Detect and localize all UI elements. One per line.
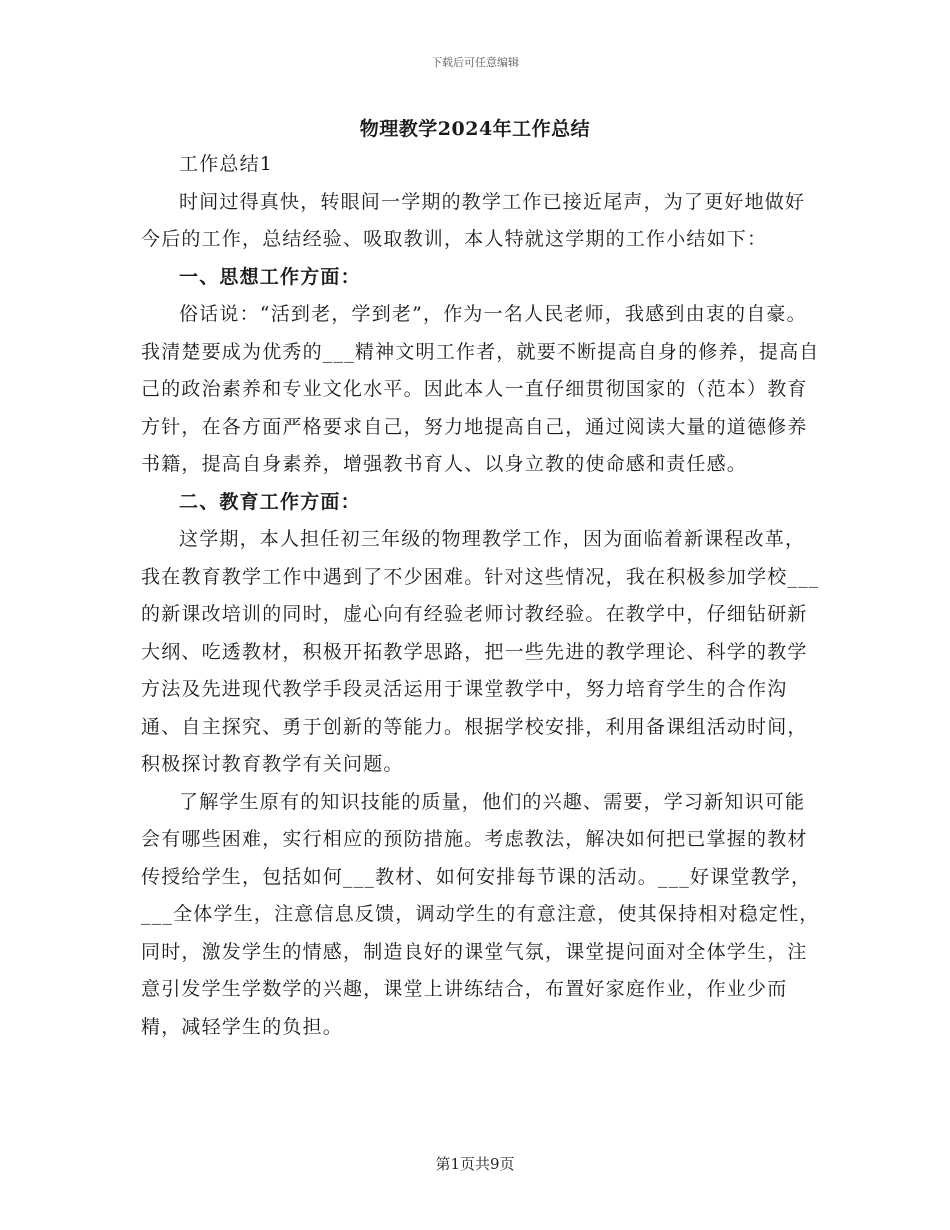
page-number-footer: 第1页共9页 [435,1155,515,1173]
document-title: 物理教学2024年工作总结 [359,118,591,140]
document-body [141,146,821,1046]
intro-paragraph: 时间过得真快，转眼间一学期的教学工作已接近尾声，为了更好地做好今后的工作，总结经验、吸取教训，本人特就这学期的工作小结如下： [141,190,806,250]
section-label: 工作总结1 [179,153,274,175]
education-paragraph: 这学期，本人担任初三年级的物理教学工作，因为面临着新课程改革，我在教育教学工作中遇到了不少困难。针对这些情况，我在积极参加学校___的新课改培训的同时，虚心向有经验老师讨教经验。在教学中，仔细钻研新大纲、吃透教材，积极开拓教学思路，把一些先进的教学理论、科学的教学方法及先进现代教学手段灵活运用于课堂教学中，努力培育学生的合作沟通、自主探究、勇于创新的等能力。根据学校安排，利用备课组活动时间，积极探讨教育教学有关问题。 [141,528,820,775]
header-note: 下载后可任意编辑 [431,56,519,69]
thought-paragraph: 俗话说：“活到老，学到老”，作为一名人民老师，我感到由衷的自豪。我清楚要成为优秀的___精神文明工作者，就要不断提高自身的修养，提高自己的政治素养和专业文化水平。因此本人一直仔细贯彻国家的（范本）教育方针，在各方面严格要求自己，努力地提高自己，通过阅读大量的道德修养书籍，提高自身素养，增强教书育人、以身立教的使命感和责任感。 [141,303,820,475]
section-heading-thought: 一、思想工作方面： [179,265,361,288]
students-paragraph: 了解学生原有的知识技能的质量，他们的兴趣、需要，学习新知识可能会有哪些困难，实行相应的预防措施。考虑教法，解决如何把已掌握的教材传授给学生，包括如何___教材、如何安排每节课的活动。___好课堂教学，___全体学生，注意信息反馈，调动学生的有意注意，使其保持相对稳定性，同时，激发学生的情感，制造良好的课堂气氛，课堂提问面对全体学生，注意引发学生学数学的兴趣，课堂上讲练结合，布置好家庭作业，作业少而精，减轻学生的负担。 [141,790,820,1038]
section-heading-education: 二、教育工作方面： [179,490,361,513]
